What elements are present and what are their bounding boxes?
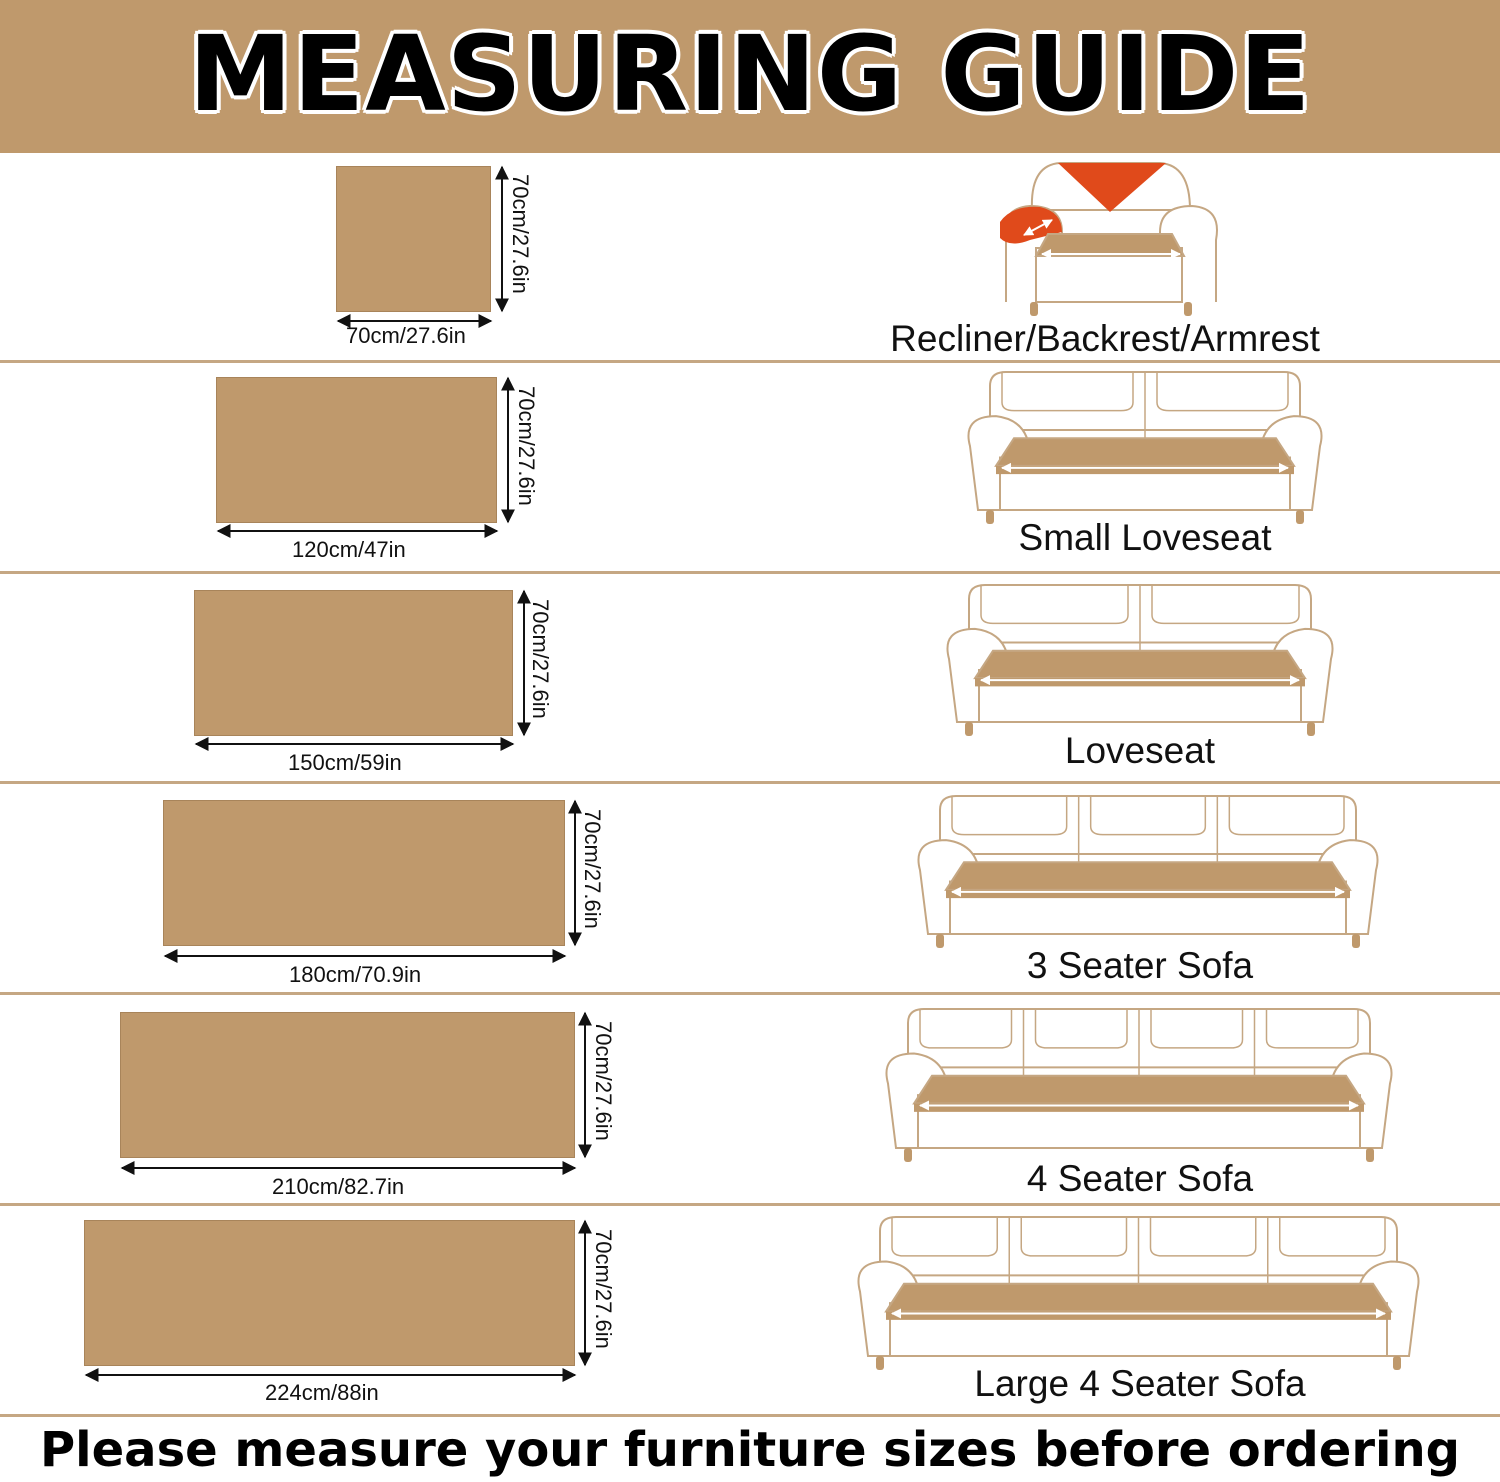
height-label: 70cm/27.6in xyxy=(508,174,533,294)
height-label: 70cm/27.6in xyxy=(591,1229,616,1349)
two-seat-sofa-icon xyxy=(968,372,1321,524)
width-label: 210cm/82.7in xyxy=(272,1174,405,1199)
page-title: MEASURING GUIDE xyxy=(188,13,1312,135)
four-seat-sofa-icon xyxy=(886,1009,1391,1162)
dimension-arrows xyxy=(86,167,585,1375)
height-label: 70cm/27.6in xyxy=(591,1021,616,1141)
furniture-label: Loveseat xyxy=(1064,730,1216,771)
width-label: 70cm/27.6in xyxy=(346,323,466,348)
furniture-label: Small Loveseat xyxy=(1018,517,1272,558)
height-label: 70cm/27.6in xyxy=(580,809,605,929)
furniture-label: Recliner/Backrest/Armrest xyxy=(890,318,1320,359)
width-label: 150cm/59in xyxy=(288,750,402,775)
width-label: 224cm/88in xyxy=(265,1380,379,1405)
furniture-label: Large 4 Seater Sofa xyxy=(974,1363,1306,1404)
recliner-chair-icon xyxy=(1000,163,1217,316)
width-label: 120cm/47in xyxy=(292,537,406,562)
sofa-illustrations xyxy=(858,372,1418,1370)
furniture-label: 4 Seater Sofa xyxy=(1026,1158,1254,1199)
height-label: 70cm/27.6in xyxy=(514,386,539,506)
two-seat-sofa-icon xyxy=(947,585,1332,736)
furniture-label: 3 Seater Sofa xyxy=(1026,945,1254,986)
four-seat-sofa-icon xyxy=(858,1217,1418,1370)
height-label: 70cm/27.6in xyxy=(528,599,553,719)
width-label: 180cm/70.9in xyxy=(289,962,422,987)
three-seat-sofa-icon xyxy=(918,796,1377,948)
footer-notice: Please measure your furniture sizes before ordering xyxy=(39,1422,1460,1478)
